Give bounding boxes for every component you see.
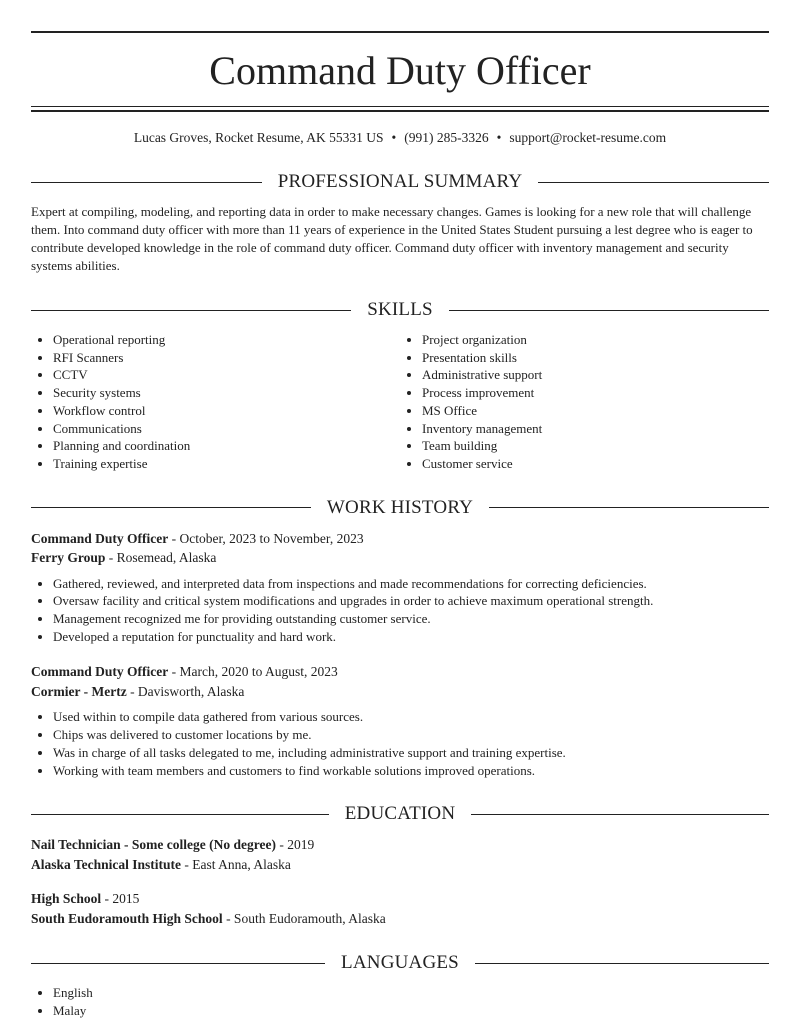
education-location: - South Eudoramouth, Alaska bbox=[222, 910, 386, 926]
skill-item: • Workflow control bbox=[53, 402, 400, 420]
top-rule bbox=[31, 31, 769, 33]
contact-separator: • bbox=[496, 130, 502, 145]
education-degree-line bbox=[31, 889, 769, 909]
heading-rule bbox=[31, 507, 311, 508]
language-item: • Malay bbox=[53, 1002, 769, 1020]
skill-item: • Training expertise bbox=[53, 455, 400, 473]
job-dates: - March, 2020 to August, 2023 bbox=[168, 664, 338, 680]
skill-item: • Security systems bbox=[53, 384, 400, 402]
skill-item: • Presentation skills bbox=[422, 349, 769, 367]
education-school-line bbox=[31, 855, 769, 875]
skill-item: • Customer service bbox=[422, 455, 769, 473]
contact-separator: • bbox=[391, 130, 397, 145]
languages-section-heading bbox=[31, 952, 769, 974]
job-bullet: • Used within to compile data gathered from various sources. bbox=[53, 708, 769, 726]
summary-text: Expert at compiling, modeling, and reporting data in order to make necessary changes. Games is looking for a new role that will challenge them. Into command duty officer with more than 11 years of experience in the United States Student pursuing a lest degree who is eager to contribute developed knowledge in the role of command duty officer. Command duty officer with inventory management and security systems abilities. bbox=[31, 204, 753, 273]
heading-rule bbox=[471, 814, 769, 815]
skill-item: • Project organization bbox=[422, 331, 769, 349]
education-degree-line bbox=[31, 835, 769, 855]
job-entry bbox=[31, 529, 769, 646]
summary-title: PROFESSIONAL SUMMARY bbox=[277, 171, 523, 192]
job-bullets bbox=[31, 575, 769, 646]
education-year: - 2015 bbox=[101, 891, 140, 907]
resume-name: Command Duty Officer bbox=[209, 48, 591, 93]
education-title: EDUCATION bbox=[344, 803, 456, 825]
education-school: South Eudoramouth High School bbox=[31, 910, 223, 926]
heading-rule bbox=[449, 310, 769, 311]
job-title-line bbox=[31, 529, 769, 549]
heading-rule bbox=[538, 182, 769, 183]
heading-rule bbox=[31, 963, 325, 964]
job-company: Ferry Group bbox=[31, 550, 106, 566]
languages-title: LANGUAGES bbox=[341, 952, 459, 974]
education-degree: Nail Technician - Some college (No degree) bbox=[31, 837, 276, 853]
work-title: WORK HISTORY bbox=[326, 496, 474, 518]
education-year: - 2019 bbox=[275, 837, 315, 853]
education-school: Alaska Technical Institute bbox=[31, 856, 182, 872]
job-company-line bbox=[31, 682, 769, 702]
skills-column-right bbox=[400, 331, 769, 473]
resume-page bbox=[31, 0, 769, 1020]
education-entry bbox=[31, 835, 769, 874]
job-title-line bbox=[31, 662, 769, 682]
languages-list bbox=[31, 984, 769, 1019]
language-item: • English bbox=[53, 984, 769, 1002]
skills-column-left bbox=[31, 331, 400, 473]
skill-item: • Communications bbox=[53, 420, 400, 438]
heading-rule bbox=[489, 507, 769, 508]
job-location: - Rosemead, Alaska bbox=[105, 550, 217, 566]
job-bullet: • Oversaw facility and critical system modifications and upgrades in order to achieve maximum operational strength. bbox=[53, 592, 769, 610]
skill-item: • Administrative support bbox=[422, 366, 769, 384]
education-entry bbox=[31, 889, 769, 928]
job-bullets bbox=[31, 708, 769, 779]
contact-email[interactable]: support@rocket-resume.com bbox=[509, 130, 667, 145]
job-title: Command Duty Officer bbox=[31, 664, 169, 680]
contact-line bbox=[31, 129, 769, 147]
skill-item: • MS Office bbox=[422, 402, 769, 420]
job-bullet: • Developed a reputation for punctuality and hard work. bbox=[53, 628, 769, 646]
job-entry bbox=[31, 662, 769, 779]
job-bullet: • Gathered, reviewed, and interpreted data from inspections and made recommendations for correcting deficiencies. bbox=[53, 575, 769, 593]
skill-item: • Process improvement bbox=[422, 384, 769, 402]
skill-item: • Team building bbox=[422, 437, 769, 455]
heading-rule bbox=[31, 182, 262, 183]
job-title: Command Duty Officer bbox=[31, 530, 169, 546]
job-bullet: • Was in charge of all tasks delegated to me, including administrative support and training expertise. bbox=[53, 744, 769, 762]
skills-section-heading bbox=[31, 299, 769, 321]
education-degree: High School bbox=[31, 891, 102, 907]
skill-item: • Operational reporting bbox=[53, 331, 400, 349]
job-bullet: • Chips was delivered to customer locations by me. bbox=[53, 726, 769, 744]
job-location: - Davisworth, Alaska bbox=[126, 683, 245, 699]
name-double-rule bbox=[31, 106, 769, 112]
skill-item: • Planning and coordination bbox=[53, 437, 400, 455]
job-company: Cormier - Mertz bbox=[31, 683, 127, 699]
skill-item: • Inventory management bbox=[422, 420, 769, 438]
skills-list bbox=[31, 331, 769, 473]
skills-title: SKILLS bbox=[367, 299, 433, 320]
summary-section-heading bbox=[31, 171, 769, 193]
contact-address: Lucas Groves, Rocket Resume, AK 55331 US bbox=[133, 130, 384, 145]
job-bullet: • Management recognized me for providing outstanding customer service. bbox=[53, 610, 769, 628]
job-dates: - October, 2023 to November, 2023 bbox=[168, 530, 364, 546]
education-section-heading bbox=[31, 803, 769, 825]
education-school-line bbox=[31, 909, 769, 929]
heading-rule bbox=[31, 814, 329, 815]
education-location: - East Anna, Alaska bbox=[181, 856, 291, 872]
work-section-heading bbox=[31, 497, 769, 519]
heading-rule bbox=[475, 963, 769, 964]
heading-rule bbox=[31, 310, 351, 311]
contact-phone: (991) 285-3326 bbox=[404, 130, 489, 145]
job-bullet: • Working with team members and customers to find workable solutions improved operations. bbox=[53, 762, 769, 780]
skill-item: • CCTV bbox=[53, 366, 400, 384]
job-company-line bbox=[31, 548, 769, 568]
skill-item: • RFI Scanners bbox=[53, 349, 400, 367]
